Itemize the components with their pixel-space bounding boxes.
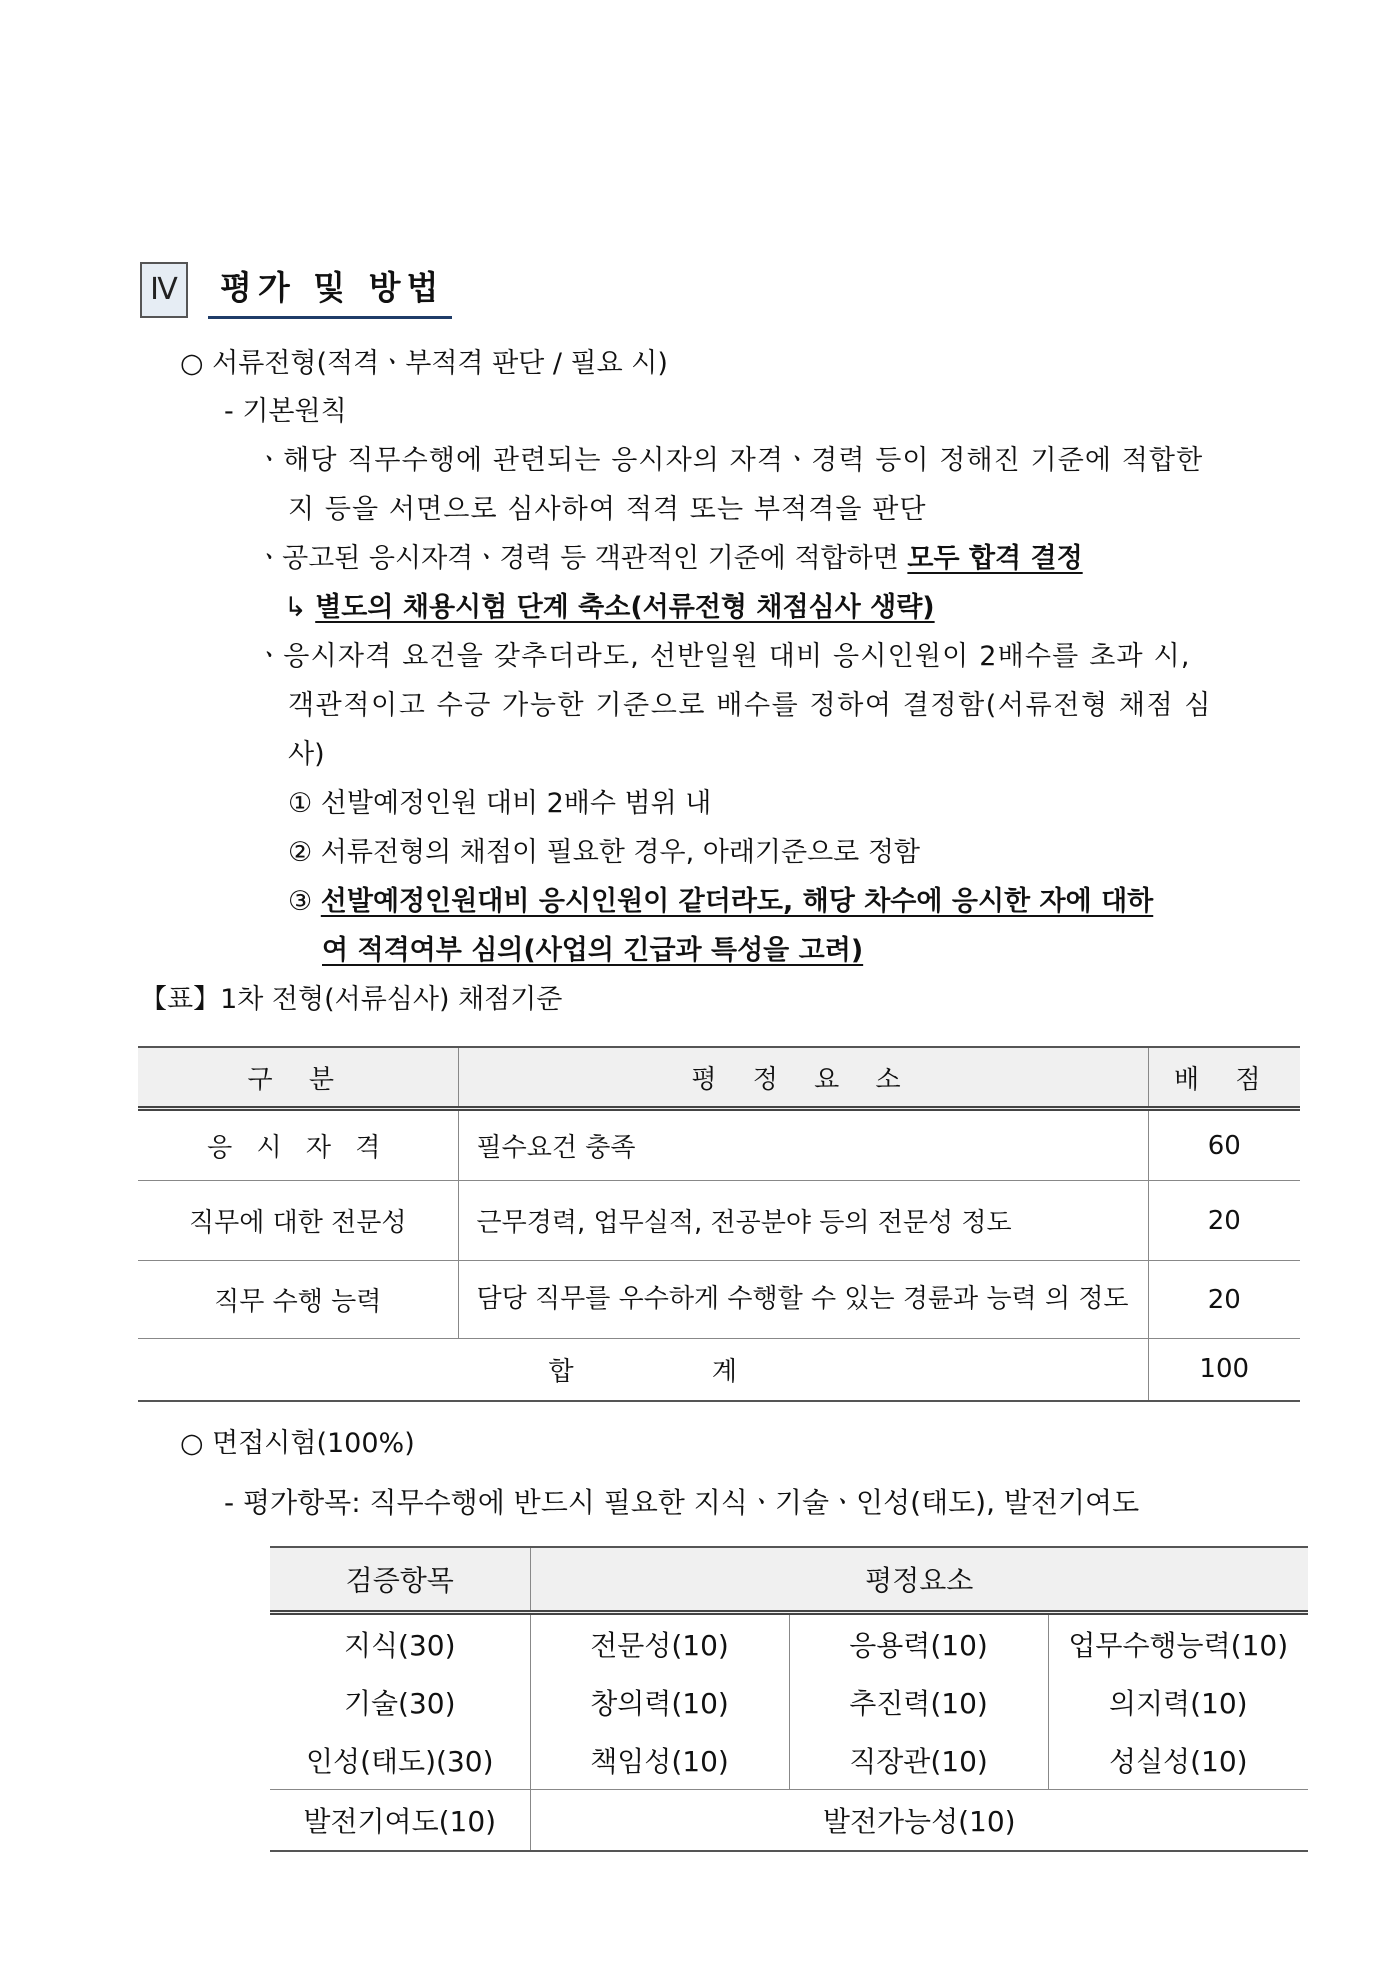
screening-heading: ○ 서류전형(적격ㆍ부적격 판단 / 필요 시) xyxy=(180,348,668,379)
row-category: 직무 수행 능력 xyxy=(138,1261,458,1339)
row-element: 근무경력, 업무실적, 전공분야 등의 전문성 정도 xyxy=(458,1181,1148,1261)
table-row xyxy=(138,1261,1300,1339)
interview-items: - 평가항목: 직무수행에 반드시 필요한 지식ㆍ기술ㆍ인성(태도), 발전기여도 xyxy=(224,1486,1140,1519)
row-element: 책임성(10) xyxy=(530,1731,789,1790)
row-category: 직무에 대한 전문성 xyxy=(138,1181,458,1261)
bullet-2 xyxy=(256,541,1083,577)
interview-heading: ○ 면접시험(100%) xyxy=(180,1428,415,1459)
table-row xyxy=(138,1109,1300,1181)
numbered-item-3 xyxy=(288,884,1153,920)
row-category: 응 시 자 격 xyxy=(138,1109,458,1181)
row-item: 지식(30) xyxy=(270,1613,530,1674)
row-score: 20 xyxy=(1148,1261,1300,1339)
row-score: 60 xyxy=(1148,1109,1300,1181)
header-score: 배 점 xyxy=(1148,1047,1300,1109)
row-element: 업무수행능력(10) xyxy=(1068,1629,1289,1662)
row-element: 직장관(10) xyxy=(789,1731,1048,1790)
row-element: 담당 직무를 우수하게 수행할 수 있는 경륜과 능력 의 정도 xyxy=(458,1261,1148,1339)
section-title: 평가 및 방법 xyxy=(220,268,445,307)
header-item: 검증항목 xyxy=(270,1547,530,1613)
bullet-1-line-2: 지 등을 서면으로 심사하여 적격 또는 부적격을 판단 xyxy=(288,494,927,525)
bullet-3-line-3: 사) xyxy=(288,739,325,770)
section-title-underline xyxy=(208,316,452,319)
row-element: 발전가능성(10) xyxy=(530,1790,1308,1852)
principle-subheading: - 기본원칙 xyxy=(224,396,347,427)
row-element: 필수요건 충족 xyxy=(458,1109,1148,1181)
row-item: 기술(30) xyxy=(270,1673,530,1731)
row-element: 응용력(10) xyxy=(789,1613,1048,1674)
numbered-item-3-line-1: 선발예정인원대비 응시인원이 같더라도, 해당 차수에 응시한 자에 대하 xyxy=(320,886,1154,917)
bullet-3-line-1: ㆍ응시자격 요건을 갖추더라도, 선반일원 대비 응시인원이 2배수를 초과 시, xyxy=(256,641,1191,672)
bullet-3-line-2: 객관적이고 수긍 가능한 기준으로 배수를 정하여 결정함(서류전형 채점 심 xyxy=(288,690,1213,721)
row-element: 창의력(10) xyxy=(530,1673,789,1731)
row-element: 추진력(10) xyxy=(789,1673,1048,1731)
table-total-row xyxy=(138,1339,1300,1401)
table-row xyxy=(270,1731,1308,1790)
section-number-badge: Ⅳ xyxy=(140,262,188,318)
bullet-2-emphasis: 모두 합격 결정 xyxy=(907,543,1083,574)
table-row xyxy=(270,1790,1308,1852)
header-element: 평정요소 xyxy=(530,1547,1308,1613)
table-row xyxy=(270,1613,1308,1674)
row-item: 인성(태도)(30) xyxy=(270,1731,530,1790)
header-category: 구 분 xyxy=(138,1047,458,1109)
total-label: 합 계 xyxy=(138,1339,1148,1401)
bullet-1-line-1: ㆍ해당 직무수행에 관련되는 응시자의 자격ㆍ경력 등이 정해진 기준에 적합한 xyxy=(256,445,1204,476)
numbered-item-1: ① 선발예정인원 대비 2배수 범위 내 xyxy=(288,788,712,819)
row-element: 전문성(10) xyxy=(530,1613,789,1674)
interview-criteria-table xyxy=(270,1546,1308,1852)
numbered-item-2: ② 서류전형의 채점이 필요한 경우, 아래기준으로 정함 xyxy=(288,837,921,868)
table-header-row xyxy=(270,1547,1308,1613)
numbered-item-3-mark: ③ xyxy=(288,886,321,917)
header-element: 평 정 요 소 xyxy=(458,1047,1148,1109)
row-score: 20 xyxy=(1148,1181,1300,1261)
table-row xyxy=(270,1673,1308,1731)
table-row xyxy=(138,1181,1300,1261)
row-element: 의지력(10) xyxy=(1108,1687,1248,1720)
row-item: 발전기여도(10) xyxy=(270,1790,530,1852)
total-score: 100 xyxy=(1199,1354,1250,1385)
numbered-item-3-line-2: 여 적격여부 심의(사업의 긴급과 특성을 고려) xyxy=(322,935,864,966)
row-element: 성실성(10) xyxy=(1108,1745,1248,1778)
bullet-2-note xyxy=(284,590,935,626)
bullet-2-note-text: 별도의 채용시험 단계 축소(서류전형 채점심사 생략) xyxy=(315,592,935,623)
table1-caption: 【표】1차 전형(서류심사) 채점기준 xyxy=(140,984,563,1015)
bullet-2-text: ㆍ공고된 응시자격ㆍ경력 등 객관적인 기준에 적합하면 xyxy=(256,543,908,574)
document-screening-table xyxy=(138,1046,1300,1402)
table-header-row xyxy=(138,1047,1300,1109)
arrow-icon: ↳ xyxy=(284,592,316,623)
